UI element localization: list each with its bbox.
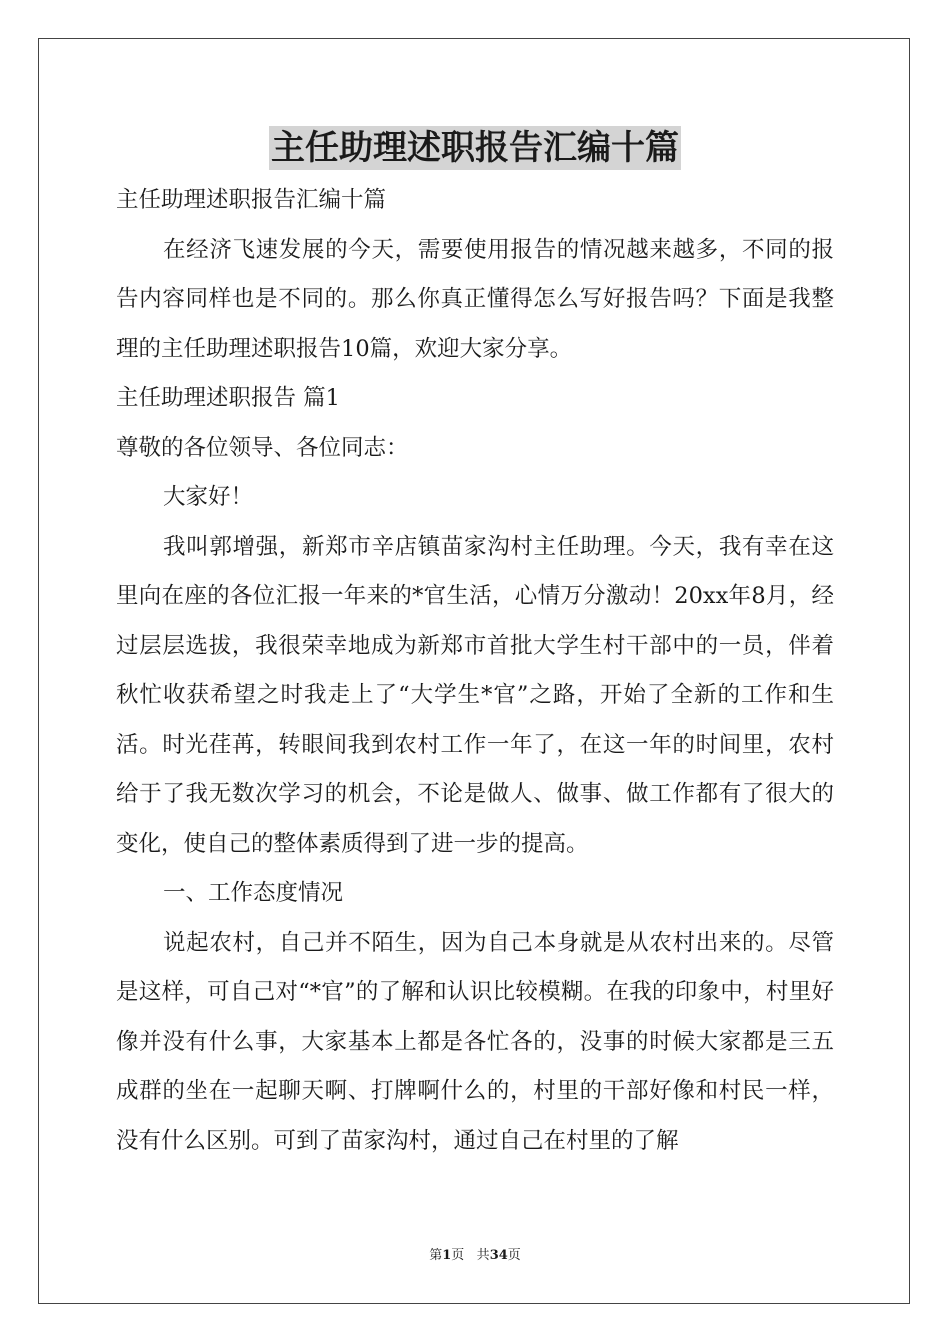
paragraph: 说起农村，自己并不陌生，因为自己本身就是从农村出来的。尽管是这样，可自己对“*官”的了解和认识比较模糊。在我的印象中，村里好像并没有什么事，大家基本上都是各忙各的，没事的时候大家都是三五成群的坐在一起聊天啊、打牌啊什么的，村里的干部好像和村民一样，没有什么区别。可到了苗家沟村，通过自己在村里的了解 [116, 929, 834, 1154]
paragraph: 主任助理述职报告汇编十篇 [116, 187, 387, 213]
total-pages: 34 [489, 1248, 508, 1263]
total-prefix: 共 [476, 1248, 490, 1263]
paragraph: 大家好！ [163, 484, 254, 510]
page-suffix: 页 [451, 1248, 465, 1263]
paragraph: 一、工作态度情况 [163, 880, 344, 906]
title-area [0, 126, 950, 170]
page-number: 1 [442, 1248, 452, 1263]
document-body [116, 176, 834, 1166]
document-title: 主任助理述职报告汇编十篇 [271, 128, 679, 168]
paragraph: 主任助理述职报告 篇1 [116, 385, 340, 411]
paragraph: 在经济飞速发展的今天，需要使用报告的情况越来越多，不同的报告内容同样也是不同的。那么你真正懂得怎么写好报告吗？下面是我整理的主任助理述职报告10篇，欢迎大家分享。 [116, 236, 834, 362]
page-footer [0, 1244, 950, 1263]
paragraph: 尊敬的各位领导、各位同志： [116, 434, 409, 461]
paragraph: 我叫郭增强，新郑市辛店镇苗家沟村主任助理。今天，我有幸在这里向在座的各位汇报一年来的*官生活，心情万分激动！20xx年8月，经过层层选拔，我很荣幸地成为新郑市首批大学生村干部中的一员，伴着秋忙收获希望之时我走上了“大学生*官”之路，开始了全新的工作和生活。时光荏苒，转眼间我到农村工作一年了，在这一年的时间里，农村给于了我无数次学习的机会，不论是做人、做事、做工作都有了很大的变化，使自己的整体素质得到了进一步的提高。 [116, 533, 834, 857]
page-prefix: 第 [429, 1248, 443, 1263]
total-suffix: 页 [507, 1248, 521, 1263]
